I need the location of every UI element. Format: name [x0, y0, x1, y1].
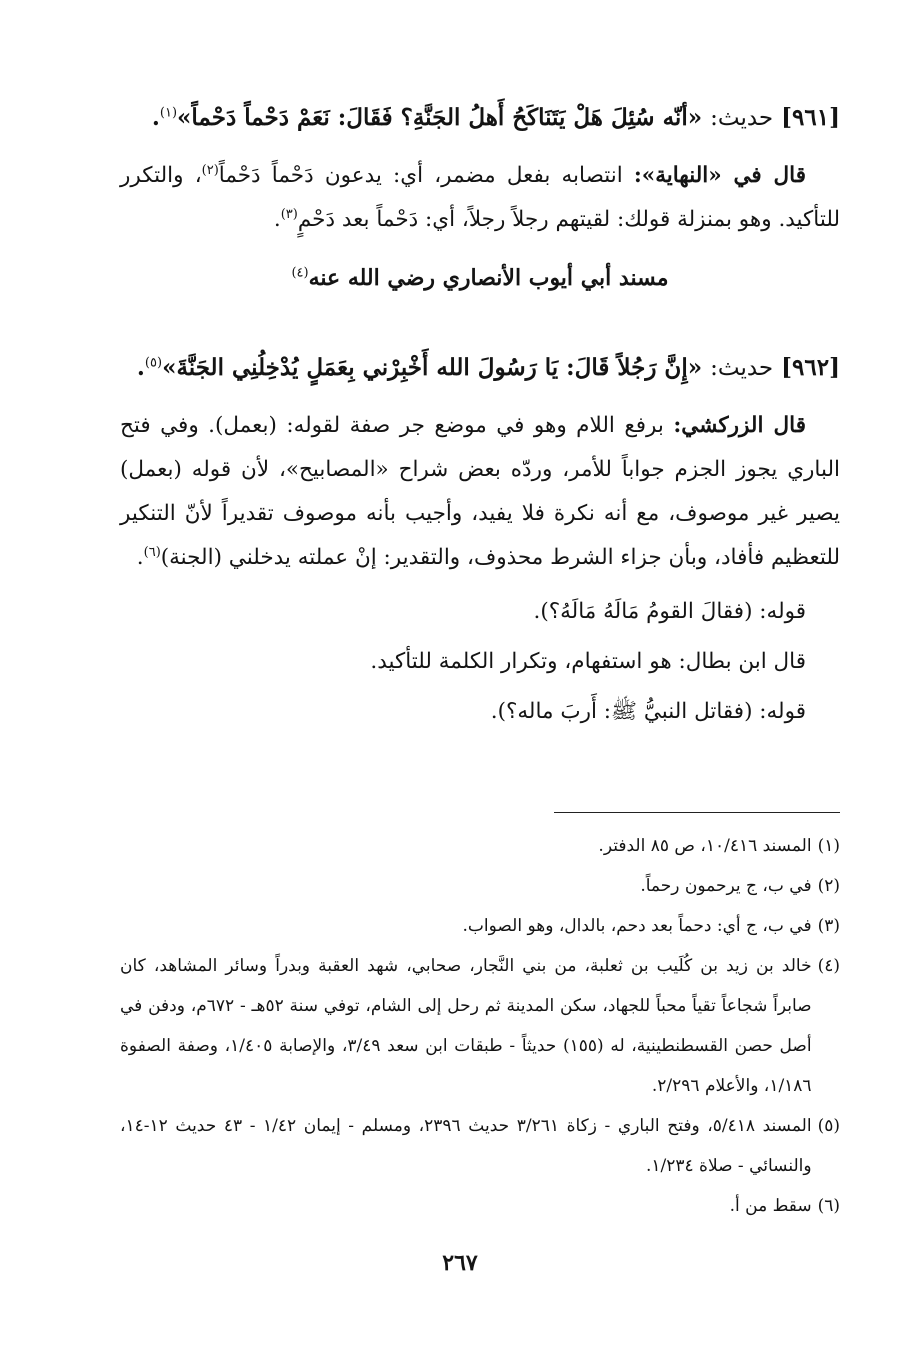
qawl-line-1: قوله: (فقالَ القومُ مَالَهُ مَالَهُ؟). [533, 599, 806, 624]
hadith-961-number: [٩٦١] [781, 104, 840, 131]
commentary-962-lead: قال الزركشي: [673, 413, 806, 438]
commentary-962-end: . [136, 545, 144, 570]
commentary-961-lead: قال في «النهاية»: [633, 163, 806, 188]
footnote-number: (٢) [817, 876, 840, 896]
commentary-961-text-2: ، والتكرر للتأكيد. وهو بمنزلة قولك: لقيتهم رجلاً رجلاً، أي: دَحْماً بعد دَحْمٍ [120, 163, 840, 232]
section-title [120, 256, 840, 300]
commentary-961 [120, 154, 840, 242]
footnote-2 [120, 866, 840, 906]
footnote-number: (٣) [817, 916, 840, 936]
footnote-text: في ب، ج يرحمون رحماً. [640, 876, 812, 896]
footnote-6 [120, 1186, 840, 1226]
footnote-divider [554, 812, 840, 813]
commentary-961-end: . [273, 207, 281, 232]
hadith-961-heading [120, 96, 840, 140]
footnote-text: المسند ١٠/٤١٦، ص ٨٥ الدفتر. [598, 836, 812, 856]
footnote-number: (٦) [817, 1196, 840, 1216]
commentary-962-text: برفع اللام وهو في موضع جر صفة لقوله: (بعمل). وفي فتح الباري يجوز الجزم جواباً للأمر، وردّه بعض شراح «المصابيح»، لأن قوله (بعمل) يصير غير موصوف، مع أنه نكرة فلا يفيد، وأجيب بأنه موصوف تقديراً لأنّ التنكير للتعظيم فأفاد، وبأن جزاء الشرط محذوف، والتقدير: إنْ عملته يدخلني (الجنة) [120, 413, 840, 570]
hadith-961-end: . [151, 104, 160, 131]
footnote-ref-1: (١) [159, 105, 178, 121]
commentary-961-text: انتصابه بفعل مضمر، أي: يدعون دَحْماً دَحْماً [218, 163, 623, 188]
hadith-962-label: حديث: [710, 355, 774, 381]
footnote-ref-6: (٦) [143, 544, 161, 560]
footnote-text: سقط من أ. [729, 1196, 812, 1216]
section-title-text: مسند أبي أيوب الأنصاري رضي الله عنه [308, 265, 669, 291]
qawl-line-2: قوله: (فقاتل النبيُّ ﷺ: أَربَ ماله؟). [490, 699, 806, 724]
main-text [120, 96, 840, 740]
footnote-text: خالد بن زيد بن كُلَيب بن ثعلبة، من بني النَّجار، صحابي، شهد العقبة وبدراً وسائر المشاهد، كان صابراً شجاعاً تقياً محباً للجهاد، سكن المدينة ثم رحل إلى الشام، توفي سنة ٥٢هـ - ٦٧٢م، ودفن في أصل حصن القسطنطينية، له (١٥٥) حديثاً - طبقات ابن سعد ٣/٤٩، والإصابة ١/٤٠٥، وصفة الصفوة ١/١٨٦، والأعلام ٢/٢٩٦. [120, 956, 812, 1096]
footnote-number: (٤) [817, 956, 840, 976]
footnote-ref-4: (٤) [291, 265, 309, 281]
footnote-text: المسند ٥/٤١٨، وفتح الباري - زكاة ٣/٢٦١ حديث ٢٣٩٦، ومسلم - إيمان ١/٤٢ - ٤٣ حديث ١٢-١٤، والنسائي - صلاة ١/٢٣٤. [120, 1116, 812, 1176]
footnote-3 [120, 906, 840, 946]
page-number: ٢٦٧ [442, 1250, 478, 1276]
footnote-number: (٥) [817, 1116, 840, 1136]
footnotes [120, 826, 840, 1226]
hadith-962-end: . [136, 354, 145, 381]
footnote-ref-2: (٢) [201, 162, 219, 178]
hadith-962-number: [٩٦٢] [781, 354, 840, 381]
footnote-ref-3: (٣) [280, 206, 298, 222]
hadith-962-text: «إِنَّ رَجُلاً قَالَ: يَا رَسُولَ الله أَخْبِرْني بِعَمَلٍ يُدْخِلُنِي الجَنَّةَ» [162, 354, 703, 381]
hadith-961-text: «أنّه سُئِلَ هَلْ يَتَنَاكَحُ أَهلُ الجَنَّةِ؟ فَقَالَ: نَعَمْ دَحْماً دَحْماً» [177, 104, 703, 131]
commentary-962 [120, 404, 840, 580]
ibn-battal-line: قال ابن بطال: هو استفهام، وتكرار الكلمة للتأكيد. [370, 649, 806, 674]
hadith-961-label: حديث: [710, 105, 774, 131]
footnote-text: في ب، ج أي: دحماً بعد دحم، بالدال، وهو الصواب. [462, 916, 812, 936]
footnote-ref-5: (٥) [144, 355, 163, 371]
hadith-962-heading [120, 346, 840, 390]
footnote-1 [120, 826, 840, 866]
footnote-number: (١) [817, 836, 840, 856]
footnote-4 [120, 946, 840, 1106]
footnote-5 [120, 1106, 840, 1186]
